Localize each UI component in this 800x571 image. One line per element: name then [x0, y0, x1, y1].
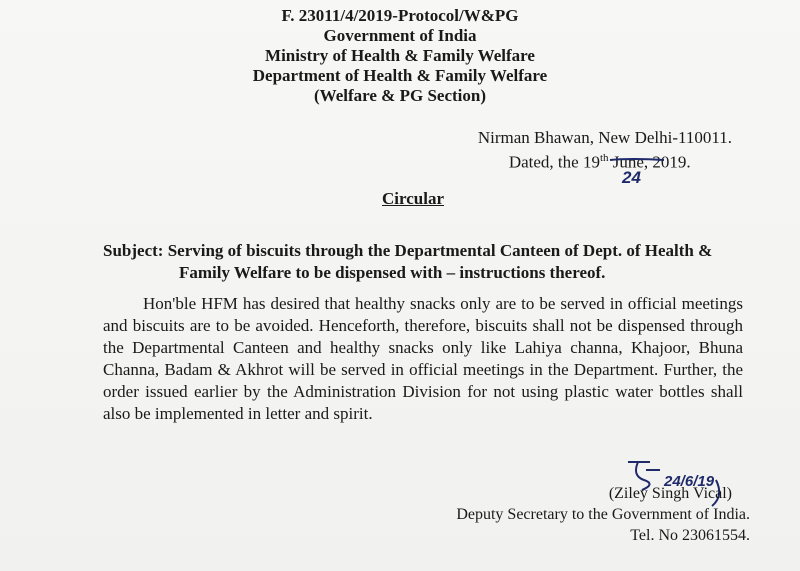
signatory-name: (Ziley Singh Vical): [608, 485, 732, 502]
section-line: (Welfare & PG Section): [313, 86, 486, 105]
correction-text: 24: [622, 168, 641, 187]
department-line: Department of Health & Family Welfare: [252, 66, 548, 85]
signature-date: 24/6/19: [664, 473, 715, 490]
address-line: Nirman Bhawan, New Delhi-110011.: [477, 128, 732, 147]
subject-line-1: Subject: Serving of biscuits through the Departmental Canteen of Dept. of Health &: [103, 241, 713, 260]
file-number: F. 23011/4/2019-Protocol/W&PG: [281, 6, 519, 25]
ministry-line: Ministry of Health & Family Welfare: [265, 46, 535, 65]
signatory-block: [410, 483, 750, 546]
dated-line: Dated, the 19th June, 2019.: [508, 152, 691, 172]
signatory-designation: Deputy Secretary to the Government of India.: [456, 506, 750, 523]
document-title: Circular: [382, 189, 445, 208]
signatory-tel: Tel. No 23061554.: [630, 527, 750, 544]
letterhead: [0, 6, 800, 106]
subject: [103, 240, 743, 284]
place-and-date: [478, 127, 732, 173]
body-paragraph: Hon'ble HFM has desired that healthy snacks only are to be served in official meetings and biscuits are to be avoided. Henceforth, therefore, biscuits shall not be dispensed through the Departmental Canteen and healthy snacks only like Lahiya channa, Khajoor, Bhuna Channa, Badam & Akhrot will be served in official meetings in the Department. Further, the order issued earlier by the Administration Division for not using plastic water bottles shall also be implemented in letter and spirit.: [103, 294, 743, 423]
subject-line-2: Family Welfare to be dispensed with – instructions thereof.: [179, 263, 606, 282]
government-line: Government of India: [323, 26, 477, 45]
